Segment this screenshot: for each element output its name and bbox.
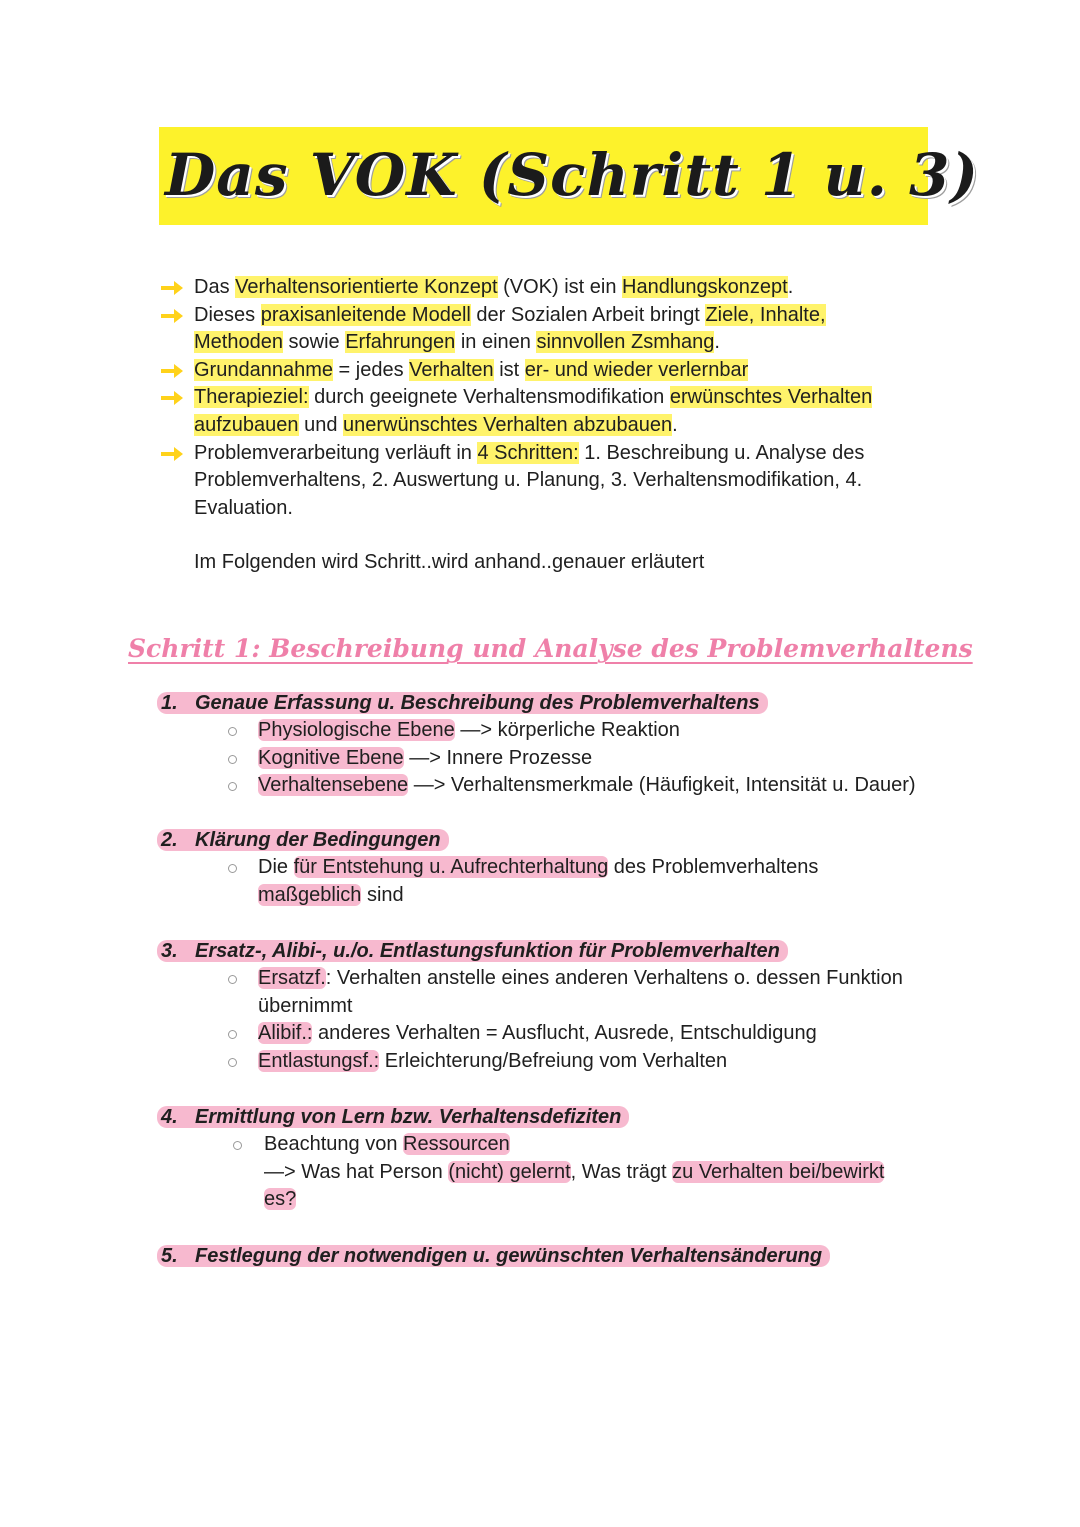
intro-item (160, 357, 960, 385)
list-item (157, 717, 997, 745)
highlight: Verhalten (409, 358, 494, 381)
arrow-right-icon (160, 307, 184, 325)
hollow-circle-bullet-icon (228, 727, 237, 736)
text: ist (493, 358, 525, 381)
arrow-right-icon (160, 279, 184, 297)
list-item (157, 745, 997, 773)
section-heading: Schritt 1: Beschreibung und Analyse des Problemverhaltens (128, 634, 973, 663)
text: der Sozialen Arbeit bringt (470, 303, 706, 326)
highlight: aufzubauen (194, 413, 299, 436)
step-title: Genaue Erfassung u. Beschreibung des Problemverhaltens (195, 692, 760, 714)
highlight: Handlungskonzept (622, 276, 788, 298)
text: Dieses (194, 303, 261, 326)
text: —> Was hat Person (264, 1160, 449, 1183)
highlight: Verhaltensorientierte Konzept (235, 276, 498, 298)
highlight: erwünschtes Verhalten (669, 386, 873, 409)
step-title: Klärung der Bedingungen (195, 829, 441, 851)
step-number: 1. (161, 692, 178, 714)
highlight: Erfahrungen (345, 331, 456, 354)
text: in einen (455, 331, 537, 354)
highlight: Therapieziel: (194, 386, 309, 409)
step-2 (157, 826, 997, 909)
highlight: Physiologische Ebene (258, 719, 455, 741)
step-number: 3. (161, 940, 178, 962)
highlight: es? (264, 1188, 297, 1211)
step-heading (157, 1103, 997, 1131)
text: , Was trägt (570, 1160, 673, 1183)
step-heading-highlight (157, 829, 449, 851)
step-title: Festlegung der notwendigen u. gewünschten Verhaltensänderung (195, 1245, 823, 1267)
list-item (157, 1048, 997, 1076)
step-heading-highlight (157, 692, 768, 714)
step-5 (157, 1242, 997, 1270)
step-number: 5. (161, 1245, 178, 1267)
step-title: Ersatz-, Alibi-, u./o. Entlastungsfunktion für Problemverhalten (195, 940, 780, 962)
intro-item (160, 302, 960, 357)
intro-item (160, 384, 960, 439)
arrow-right-icon (160, 445, 184, 463)
page-title: Das VOK (Schritt 1 u. 3) (165, 141, 979, 209)
list-item (157, 1020, 997, 1048)
text: (VOK) ist ein (497, 276, 623, 298)
text: 1. Beschreibung u. Analyse des Problemverhaltens, 2. Auswertung u. Planung, 3. Verhaltensmodifikation, 4. Evaluation. (194, 441, 865, 519)
step-number: 4. (161, 1106, 178, 1128)
step-title: Ermittlung von Lern bzw. Verhaltensdefiziten (195, 1106, 622, 1128)
step-3 (157, 937, 997, 1075)
step-1 (157, 689, 997, 800)
highlight: er- und wieder verlernbar (524, 358, 749, 381)
highlight: Verhaltensebene (258, 774, 409, 797)
step-heading (157, 1242, 997, 1270)
arrow-right-icon (160, 362, 184, 380)
text: durch geeignete Verhaltensmodifikation (308, 386, 670, 409)
intro-note: Im Folgenden wird Schritt..wird anhand..genauer erläutert (194, 551, 705, 574)
hollow-circle-bullet-icon (228, 975, 237, 984)
highlight: Grundannahme (194, 358, 333, 381)
hollow-circle-bullet-icon (228, 782, 237, 791)
highlight: 4 Schritten: (477, 441, 579, 464)
step-heading-highlight (157, 1106, 629, 1128)
arrow-right-icon (160, 389, 184, 407)
text: Das (194, 276, 236, 298)
highlight: zu Verhalten bei/bewirkt (672, 1160, 885, 1183)
highlight: (nicht) gelernt (448, 1160, 571, 1183)
text: sind (361, 883, 404, 906)
intro-item (160, 274, 960, 302)
text: = jedes (332, 358, 410, 381)
list-item (157, 854, 997, 909)
text: des Problemverhaltens (608, 856, 819, 878)
text: Problemverarbeitung verläuft in (194, 441, 478, 464)
highlight: sinnvollen Zsmhang (536, 331, 715, 354)
hollow-circle-bullet-icon (233, 1141, 242, 1150)
highlight: maßgeblich (258, 883, 362, 906)
highlight: Alibif.: (258, 1022, 313, 1045)
step-number: 2. (161, 829, 178, 851)
text: sowie (282, 331, 346, 354)
hollow-circle-bullet-icon (228, 1030, 237, 1039)
text: : Verhalten anstelle eines anderen Verhaltens o. dessen Funktion übernimmt (258, 967, 903, 1017)
list-item (157, 965, 997, 1020)
text: —> Verhaltensmerkmale (Häufigkeit, Intensität u. Dauer) (408, 774, 916, 797)
highlight: Ressourcen (403, 1133, 510, 1155)
hollow-circle-bullet-icon (228, 1058, 237, 1067)
highlight: Entlastungsf.: (258, 1049, 380, 1072)
step-heading (157, 826, 997, 854)
text: . (714, 331, 720, 354)
text: anderes Verhalten = Ausflucht, Ausrede, Entschuldigung (312, 1022, 817, 1045)
highlight: Ersatzf. (258, 967, 326, 989)
step-heading (157, 937, 997, 965)
text: —> körperliche Reaktion (454, 719, 680, 741)
step-heading (157, 689, 997, 717)
highlight: Ziele, Inhalte, (705, 303, 826, 326)
list-item (157, 1131, 997, 1214)
step-heading-highlight (157, 940, 788, 962)
highlight: Methoden (194, 331, 283, 354)
highlight: unerwünschtes Verhalten abzubauen (343, 413, 673, 436)
text: Erleichterung/Befreiung vom Verhalten (379, 1049, 728, 1072)
highlight: für Entstehung u. Aufrechterhaltung (293, 856, 609, 878)
text: . (672, 413, 678, 436)
list-item (157, 772, 997, 800)
step-heading-highlight (157, 1245, 830, 1267)
hollow-circle-bullet-icon (228, 755, 237, 764)
highlight: Kognitive Ebene (258, 746, 404, 769)
text: . (787, 276, 794, 298)
text: und (298, 413, 344, 436)
step-4 (157, 1103, 997, 1214)
text: Beachtung von (264, 1133, 403, 1155)
highlight: praxisanleitende Modell (260, 303, 471, 326)
text: —> Innere Prozesse (403, 746, 593, 769)
intro-list (160, 274, 960, 577)
intro-item (160, 440, 960, 523)
hollow-circle-bullet-icon (228, 864, 237, 873)
text: Die (258, 856, 294, 878)
